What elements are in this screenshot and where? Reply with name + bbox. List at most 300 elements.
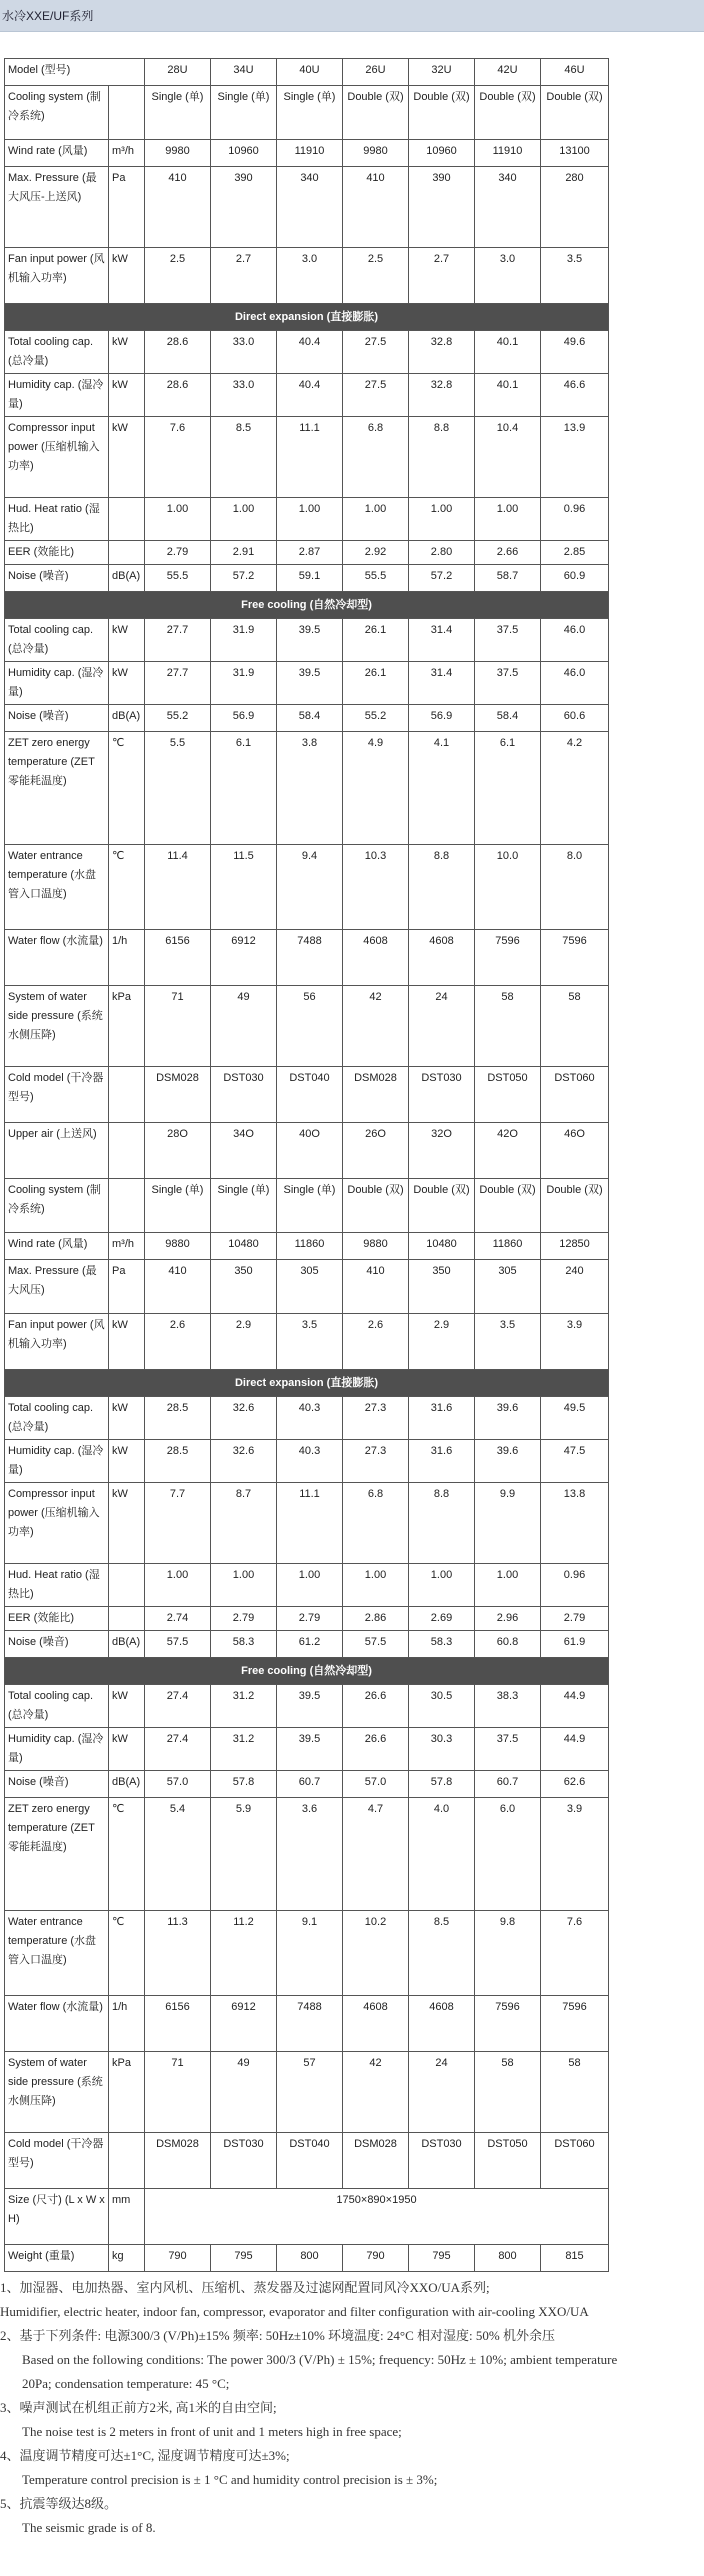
row-value: 2.96: [475, 1607, 541, 1631]
row-value: 49.6: [541, 331, 609, 374]
table-row: [5, 705, 609, 732]
row-value: 3.6: [277, 1798, 343, 1911]
row-label: Upper air (上送风): [5, 1123, 109, 1179]
row-value: 305: [277, 1260, 343, 1314]
row-value: 2.79: [145, 541, 211, 565]
spec-table: [4, 58, 609, 2272]
row-value: 38.3: [475, 1685, 541, 1728]
row-value: 40O: [277, 1123, 343, 1179]
row-value: 1.00: [145, 1564, 211, 1607]
note-line: The noise test is 2 meters in front of unit and 1 meters high in free space;: [22, 2424, 402, 2439]
row-value: 40.3: [277, 1440, 343, 1483]
model-name: 26U: [343, 59, 409, 86]
row-value: 1.00: [277, 498, 343, 541]
section-free-cooling: [5, 1658, 609, 1685]
table-row: [5, 619, 609, 662]
row-value: 39.5: [277, 1728, 343, 1771]
row-value: 2.86: [343, 1607, 409, 1631]
row-unit: kW: [109, 374, 145, 417]
row-value: 240: [541, 1260, 609, 1314]
row-value: 10.0: [475, 845, 541, 930]
row-value: 1.00: [211, 498, 277, 541]
row-value: 1.00: [145, 498, 211, 541]
row-value: 2.6: [343, 1314, 409, 1370]
table-row: [5, 1314, 609, 1370]
table-row: [5, 541, 609, 565]
row-value: DST040: [277, 1067, 343, 1123]
row-value: 40.1: [475, 331, 541, 374]
row-value: 33.0: [211, 374, 277, 417]
row-value: DSM028: [343, 2133, 409, 2189]
row-value: 4.7: [343, 1798, 409, 1911]
row-unit: 1/h: [109, 1996, 145, 2052]
row-label: EER (效能比): [5, 1607, 109, 1631]
row-value: 5.5: [145, 732, 211, 845]
row-unit: ℃: [109, 1798, 145, 1911]
size-row: [5, 2189, 609, 2245]
row-value: 57.0: [145, 1771, 211, 1798]
row-value: Double (双): [541, 1179, 609, 1233]
row-value: 1.00: [475, 498, 541, 541]
row-value: 4608: [409, 930, 475, 986]
row-value: 39.5: [277, 662, 343, 705]
row-unit: dB(A): [109, 705, 145, 732]
row-value: 6156: [145, 1996, 211, 2052]
row-unit: m³/h: [109, 140, 145, 167]
table-row: [5, 1771, 609, 1798]
row-value: 26.1: [343, 662, 409, 705]
table-row: [5, 1067, 609, 1123]
row-value: 9.9: [475, 1483, 541, 1564]
weight-row: [5, 2245, 609, 2272]
row-unit: 1/h: [109, 930, 145, 986]
note-line: Humidifier, electric heater, indoor fan, compressor, evaporator and filter configuration with air-cooling XXO/UA: [0, 2304, 589, 2319]
row-label: Humidity cap. (湿冷量): [5, 1728, 109, 1771]
row-value: 410: [145, 167, 211, 248]
row-value: 55.2: [145, 705, 211, 732]
row-value: 9980: [343, 140, 409, 167]
row-value: 2.66: [475, 541, 541, 565]
row-value: 11.1: [277, 1483, 343, 1564]
row-value: 33.0: [211, 331, 277, 374]
table-row: [5, 662, 609, 705]
row-value: 11.1: [277, 417, 343, 498]
row-unit: [109, 2133, 145, 2189]
row-value: 3.0: [475, 248, 541, 304]
row-value: 44.9: [541, 1685, 609, 1728]
row-label: Max. Pressure (最大风压-上送风): [5, 167, 109, 248]
row-value: 39.5: [277, 1685, 343, 1728]
row-value: 4.0: [409, 1798, 475, 1911]
model-name: 42U: [475, 59, 541, 86]
row-value: 61.9: [541, 1631, 609, 1658]
size-value: 1750×890×1950: [145, 2189, 609, 2245]
row-value: 32.8: [409, 374, 475, 417]
row-value: 340: [277, 167, 343, 248]
row-value: 790: [145, 2245, 211, 2272]
table-row: [5, 1685, 609, 1728]
row-value: 27.7: [145, 619, 211, 662]
row-value: 8.5: [409, 1911, 475, 1996]
row-value: 27.3: [343, 1440, 409, 1483]
row-unit: m³/h: [109, 1233, 145, 1260]
row-value: 27.4: [145, 1685, 211, 1728]
row-value: DST050: [475, 2133, 541, 2189]
row-value: Double (双): [541, 86, 609, 140]
row-value: 10.3: [343, 845, 409, 930]
row-value: 350: [211, 1260, 277, 1314]
row-value: Single (单): [277, 1179, 343, 1233]
notes: [0, 2276, 704, 2540]
row-unit: [109, 1607, 145, 1631]
row-value: 39.5: [277, 619, 343, 662]
row-value: 800: [277, 2245, 343, 2272]
row-unit: mm: [109, 2189, 145, 2245]
row-value: 39.6: [475, 1397, 541, 1440]
table-row: [5, 1233, 609, 1260]
row-label: Water flow (水流量): [5, 1996, 109, 2052]
model-header-row: [5, 59, 609, 86]
row-value: 3.8: [277, 732, 343, 845]
row-value: 9.1: [277, 1911, 343, 1996]
row-value: 13.9: [541, 417, 609, 498]
row-value: 34O: [211, 1123, 277, 1179]
row-unit: kPa: [109, 2052, 145, 2133]
row-value: 58: [475, 2052, 541, 2133]
row-value: 815: [541, 2245, 609, 2272]
page-header: [0, 0, 704, 32]
row-value: 350: [409, 1260, 475, 1314]
table-row: [5, 2133, 609, 2189]
row-value: 56: [277, 986, 343, 1067]
table-row: [5, 1397, 609, 1440]
row-label: Humidity cap. (湿冷量): [5, 662, 109, 705]
row-value: 28.5: [145, 1397, 211, 1440]
row-value: 28.5: [145, 1440, 211, 1483]
row-value: DST030: [409, 2133, 475, 2189]
row-value: 26O: [343, 1123, 409, 1179]
row-label: Total cooling cap. (总冷量): [5, 331, 109, 374]
row-label: Water entrance temperature (水盘管入口温度): [5, 845, 109, 930]
row-value: 305: [475, 1260, 541, 1314]
row-value: 6912: [211, 930, 277, 986]
row-value: 2.74: [145, 1607, 211, 1631]
row-value: 7.7: [145, 1483, 211, 1564]
row-label: Hud. Heat ratio (湿热比): [5, 498, 109, 541]
row-value: 46.0: [541, 619, 609, 662]
note-line: Based on the following conditions: The power 300/3 (V/Ph) ± 15%; frequency: 50Hz ± 10%; ambient temperature: [22, 2352, 618, 2367]
row-value: 3.9: [541, 1798, 609, 1911]
row-value: 410: [343, 1260, 409, 1314]
row-value: 44.9: [541, 1728, 609, 1771]
row-value: 55.5: [145, 565, 211, 592]
table-row: [5, 167, 609, 248]
row-value: 12850: [541, 1233, 609, 1260]
table-row: [5, 1483, 609, 1564]
row-value: 10960: [211, 140, 277, 167]
row-unit: [109, 498, 145, 541]
row-value: 8.0: [541, 845, 609, 930]
row-value: 32.6: [211, 1397, 277, 1440]
row-unit: ℃: [109, 1911, 145, 1996]
row-value: 5.9: [211, 1798, 277, 1911]
row-value: 31.2: [211, 1685, 277, 1728]
row-unit: kW: [109, 1483, 145, 1564]
row-value: 37.5: [475, 1728, 541, 1771]
row-value: 6912: [211, 1996, 277, 2052]
row-value: 11860: [277, 1233, 343, 1260]
row-label: ZET zero energy temperature (ZET零能耗温度): [5, 732, 109, 845]
row-unit: kW: [109, 1314, 145, 1370]
row-value: 390: [409, 167, 475, 248]
row-label: Cold model (干冷器型号): [5, 2133, 109, 2189]
row-value: 340: [475, 167, 541, 248]
row-value: 3.9: [541, 1314, 609, 1370]
row-unit: kW: [109, 331, 145, 374]
row-unit: kW: [109, 248, 145, 304]
row-value: 58.3: [409, 1631, 475, 1658]
row-label: Hud. Heat ratio (湿热比): [5, 1564, 109, 1607]
table-row: [5, 1607, 609, 1631]
row-unit: kW: [109, 662, 145, 705]
table-row: [5, 1440, 609, 1483]
row-value: 3.5: [277, 1314, 343, 1370]
row-value: 4608: [343, 1996, 409, 2052]
row-unit: ℃: [109, 732, 145, 845]
row-value: 2.85: [541, 541, 609, 565]
row-value: Double (双): [475, 86, 541, 140]
row-value: 2.5: [343, 248, 409, 304]
row-unit: dB(A): [109, 1631, 145, 1658]
row-value: 59.1: [277, 565, 343, 592]
row-value: 8.5: [211, 417, 277, 498]
model-name: 46U: [541, 59, 609, 86]
model-name: 40U: [277, 59, 343, 86]
row-value: 46.6: [541, 374, 609, 417]
row-value: Single (单): [277, 86, 343, 140]
row-value: 26.6: [343, 1685, 409, 1728]
row-value: 56.9: [211, 705, 277, 732]
row-label: ZET zero energy temperature (ZET零能耗温度): [5, 1798, 109, 1911]
row-label: Water flow (水流量): [5, 930, 109, 986]
table-row: [5, 930, 609, 986]
row-label: Humidity cap. (湿冷量): [5, 374, 109, 417]
row-label: Noise (噪音): [5, 565, 109, 592]
note-line: 3、噪声测试在机组正前方2米, 高1米的自由空间;: [0, 2400, 277, 2415]
row-value: 40.4: [277, 374, 343, 417]
row-unit: Pa: [109, 167, 145, 248]
row-value: 58.3: [211, 1631, 277, 1658]
row-value: 7596: [541, 1996, 609, 2052]
row-value: 27.7: [145, 662, 211, 705]
section-title: Direct expansion (直接膨胀): [5, 1370, 609, 1397]
row-unit: kW: [109, 1728, 145, 1771]
row-value: 8.8: [409, 417, 475, 498]
row-value: 7.6: [145, 417, 211, 498]
row-unit: [109, 86, 145, 140]
row-unit: [109, 1123, 145, 1179]
row-value: 31.9: [211, 662, 277, 705]
row-value: DSM028: [145, 1067, 211, 1123]
row-value: 0.96: [541, 1564, 609, 1607]
row-label: Total cooling cap. (总冷量): [5, 619, 109, 662]
row-value: 2.69: [409, 1607, 475, 1631]
table-row: [5, 1260, 609, 1314]
row-value: 6.8: [343, 417, 409, 498]
row-value: 6.1: [211, 732, 277, 845]
row-value: 2.91: [211, 541, 277, 565]
row-value: Single (单): [211, 86, 277, 140]
section-direct-expansion: [5, 304, 609, 331]
row-value: 28.6: [145, 374, 211, 417]
row-value: 31.6: [409, 1440, 475, 1483]
row-label: Humidity cap. (湿冷量): [5, 1440, 109, 1483]
row-value: 4.2: [541, 732, 609, 845]
row-unit: [109, 541, 145, 565]
row-value: 32.8: [409, 331, 475, 374]
note-line: 1、加湿器、电加热器、室内风机、压缩机、蒸发器及过滤网配置同风冷XXO/UA系列;: [0, 2280, 490, 2295]
row-value: 1.00: [277, 1564, 343, 1607]
table-row: [5, 417, 609, 498]
row-value: 58: [541, 2052, 609, 2133]
row-unit: [109, 1564, 145, 1607]
table-row: [5, 565, 609, 592]
row-value: 2.7: [409, 248, 475, 304]
table-row: [5, 1564, 609, 1607]
row-label: Compressor input power (压缩机输入功率): [5, 417, 109, 498]
row-value: 795: [409, 2245, 475, 2272]
row-label: Noise (噪音): [5, 705, 109, 732]
row-label: Fan input power (风机输入功率): [5, 1314, 109, 1370]
row-value: 13100: [541, 140, 609, 167]
table-row: [5, 732, 609, 845]
row-value: 57.8: [409, 1771, 475, 1798]
row-value: 62.6: [541, 1771, 609, 1798]
row-unit: [109, 1179, 145, 1233]
row-value: 6.8: [343, 1483, 409, 1564]
row-value: Double (双): [343, 86, 409, 140]
row-value: Double (双): [343, 1179, 409, 1233]
row-value: 60.6: [541, 705, 609, 732]
row-value: 1.00: [475, 1564, 541, 1607]
section-free-cooling: [5, 592, 609, 619]
row-value: 3.5: [541, 248, 609, 304]
row-value: 8.8: [409, 845, 475, 930]
table-row: [5, 2052, 609, 2133]
row-value: 49.5: [541, 1397, 609, 1440]
section-title: Direct expansion (直接膨胀): [5, 304, 609, 331]
row-value: 1.00: [409, 1564, 475, 1607]
row-label: Compressor input power (压缩机输入功率): [5, 1483, 109, 1564]
row-label: Water entrance temperature (水盘管入口温度): [5, 1911, 109, 1996]
model-name: 32U: [409, 59, 475, 86]
table-row: [5, 845, 609, 930]
row-value: 11.5: [211, 845, 277, 930]
row-label: Cold model (干冷器型号): [5, 1067, 109, 1123]
row-value: 42O: [475, 1123, 541, 1179]
section-title: Free cooling (自然冷却型): [5, 1658, 609, 1685]
row-label: System of water side pressure (系统水侧压降): [5, 986, 109, 1067]
table-row: [5, 1911, 609, 1996]
row-value: 9.8: [475, 1911, 541, 1996]
row-value: 40.3: [277, 1397, 343, 1440]
row-value: 60.7: [475, 1771, 541, 1798]
row-label: EER (效能比): [5, 541, 109, 565]
row-value: 5.4: [145, 1798, 211, 1911]
row-value: 60.8: [475, 1631, 541, 1658]
row-unit: Pa: [109, 1260, 145, 1314]
table-row: [5, 248, 609, 304]
row-value: 27.5: [343, 374, 409, 417]
row-label: Fan input power (风机输入功率): [5, 248, 109, 304]
model-name: 34U: [211, 59, 277, 86]
row-value: 2.87: [277, 541, 343, 565]
row-value: 31.4: [409, 619, 475, 662]
note-line: Temperature control precision is ± 1 °C and humidity control precision is ± 3%;: [22, 2472, 438, 2487]
row-value: 39.6: [475, 1440, 541, 1483]
row-unit: kW: [109, 1685, 145, 1728]
row-value: 47.5: [541, 1440, 609, 1483]
row-value: Single (单): [211, 1179, 277, 1233]
row-unit: [109, 1067, 145, 1123]
row-value: 3.5: [475, 1314, 541, 1370]
row-value: 24: [409, 2052, 475, 2133]
row-value: 1.00: [343, 1564, 409, 1607]
row-value: 27.5: [343, 331, 409, 374]
row-value: 30.3: [409, 1728, 475, 1771]
row-value: 7.6: [541, 1911, 609, 1996]
row-value: 11.4: [145, 845, 211, 930]
row-value: 2.9: [211, 1314, 277, 1370]
row-value: 7488: [277, 1996, 343, 2052]
section-direct-expansion: [5, 1370, 609, 1397]
row-value: DSM028: [145, 2133, 211, 2189]
row-value: 10480: [409, 1233, 475, 1260]
row-value: 11910: [475, 140, 541, 167]
row-value: 9880: [343, 1233, 409, 1260]
row-value: 32.6: [211, 1440, 277, 1483]
row-label: Noise (噪音): [5, 1631, 109, 1658]
row-value: 57.5: [343, 1631, 409, 1658]
row-value: 9.4: [277, 845, 343, 930]
row-value: 24: [409, 986, 475, 1067]
row-value: 57.0: [343, 1771, 409, 1798]
row-value: 10.2: [343, 1911, 409, 1996]
row-value: 6.1: [475, 732, 541, 845]
row-value: 2.79: [541, 1607, 609, 1631]
row-value: 37.5: [475, 662, 541, 705]
row-value: Single (单): [145, 1179, 211, 1233]
row-value: 1.00: [211, 1564, 277, 1607]
row-value: 26.6: [343, 1728, 409, 1771]
table-row: [5, 1996, 609, 2052]
row-value: 7488: [277, 930, 343, 986]
row-value: DST030: [409, 1067, 475, 1123]
row-value: DST060: [541, 1067, 609, 1123]
row-unit: dB(A): [109, 565, 145, 592]
row-value: DST030: [211, 1067, 277, 1123]
row-value: 57: [277, 2052, 343, 2133]
row-value: 2.9: [409, 1314, 475, 1370]
row-value: 30.5: [409, 1685, 475, 1728]
row-value: 790: [343, 2245, 409, 2272]
row-value: 390: [211, 167, 277, 248]
row-value: 46.0: [541, 662, 609, 705]
row-value: 55.2: [343, 705, 409, 732]
row-value: 28.6: [145, 331, 211, 374]
row-value: 795: [211, 2245, 277, 2272]
row-value: 13.8: [541, 1483, 609, 1564]
